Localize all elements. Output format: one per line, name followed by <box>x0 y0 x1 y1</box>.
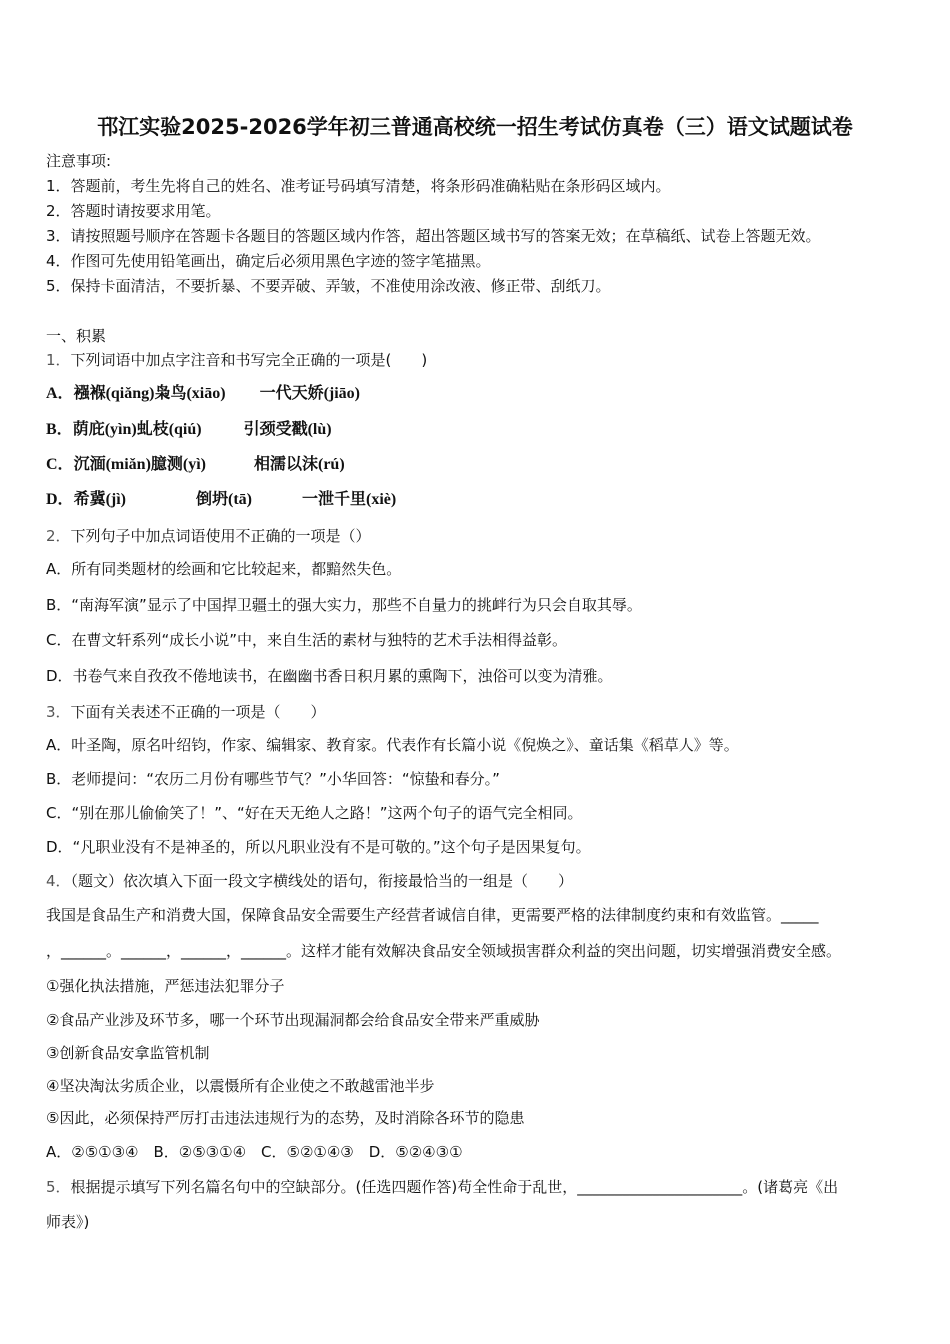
option-label: D． <box>46 491 74 508</box>
option-b <box>46 420 332 440</box>
question-stem: 下列词语中加点字注音和书写完全正确的一项是( ) <box>70 351 428 369</box>
question-number: 3． <box>46 703 71 721</box>
option-label: B． <box>46 421 73 438</box>
page-title: 邗江实验2025-2026学年初三普通高校统一招生考试仿真卷（三）语文试题试卷 <box>97 115 853 139</box>
notice-item: 4．作图可先使用铅笔画出，确定后必须用黑色字迹的签字笔描黑。 <box>46 252 491 270</box>
option-a <box>46 384 360 404</box>
option-d: D．“凡职业没有不是神圣的，所以凡职业没有不是可敬的。”这个句子是因果复句。 <box>46 838 591 856</box>
question-number: 4． <box>46 872 71 890</box>
notice-item: 2．答题时请按要求用笔。 <box>46 202 221 220</box>
option-d <box>46 490 396 510</box>
section-heading: 一、积累 <box>46 327 107 345</box>
option-text: 相濡以沫(rú) <box>254 456 345 473</box>
answer-choices: A．②⑤①③④ B．②⑤③①④ C．⑤②①④③ D．⑤②④③① <box>46 1143 463 1161</box>
option-text: 一代天娇(jiāo) <box>259 385 361 402</box>
option-d: D．书卷气来自孜孜不倦地读书，在幽幽书香日积月累的熏陶下，浊俗可以变为清雅。 <box>46 667 613 685</box>
option-a: A．叶圣陶，原名叶绍钧，作家、编辑家、教育家。代表作有长篇小说《倪焕之》、童话集《稻草人》等。 <box>46 736 739 754</box>
option-a: A．所有同类题材的绘画和它比较起来，都黯然失色。 <box>46 560 402 578</box>
option-text: 沉湎(miǎn)臆测(yì) <box>73 456 206 473</box>
option-c <box>46 455 345 475</box>
option-text: 襁褓(qiǎng)枭鸟(xiāo) <box>73 385 226 402</box>
option-b: B．“南海军演”显示了中国捍卫疆土的强大实力，那些不自量力的挑衅行为只会自取其辱。 <box>46 596 642 614</box>
notice-item: 1．答题前，考生先将自己的姓名、准考证号码填写清楚，将条形码准确粘贴在条形码区域内。 <box>46 177 671 195</box>
question-stem-continued: 师表》) <box>46 1213 90 1231</box>
question-number: 2． <box>46 527 71 545</box>
option-text: 希冀(jì) <box>73 491 126 508</box>
option-c: C．在曹文轩系列“成长小说”中，来自生活的素材与独特的艺术手法相得益彰。 <box>46 631 568 649</box>
question-number: 1． <box>46 351 71 369</box>
option-label: A． <box>46 385 74 402</box>
option-b: B．老师提问：“农历二月份有哪些节气？”小华回答：“惊蛰和春分。” <box>46 770 500 788</box>
sentence-item: ①强化执法措施，严惩违法犯罪分子 <box>46 977 285 995</box>
question-stem: 根据提示填写下列名篇名句中的空缺部分。(任选四题作答)苟全性命于乱世，______________________。(诸葛亮《出 <box>70 1178 839 1196</box>
option-label: C． <box>46 456 74 473</box>
question-number: 5． <box>46 1178 71 1196</box>
question-stem: 下面有关表述不正确的一项是（ ） <box>70 703 326 721</box>
option-text: 倒坍(tā) <box>196 491 252 508</box>
sentence-item: ⑤因此，必须保持严厉打击违法违规行为的态势，及时消除各环节的隐患 <box>46 1109 525 1127</box>
sentence-item: ④坚决淘汰劣质企业，以震慑所有企业使之不敢越雷池半步 <box>46 1077 435 1095</box>
passage-line: ，______。______，______，______。这样才能有效解决食品安全领域损害群众利益的突出问题，切实增强消费安全感。 <box>46 942 842 960</box>
option-text: 荫庇(yìn)虬枝(qiú) <box>72 421 202 438</box>
sentence-item: ②食品产业涉及环节多，哪一个环节出现漏洞都会给食品安全带来严重威胁 <box>46 1011 540 1029</box>
notice-item: 5．保持卡面清洁，不要折暴、不要弄破、弄皱，不准使用涂改液、修正带、刮纸刀。 <box>46 277 611 295</box>
notice-item: 3．请按照题号顺序在答题卡各题目的答题区域内作答，超出答题区域书写的答案无效；在草稿纸、试卷上答题无效。 <box>46 227 821 245</box>
sentence-item: ③创新食品安拿监管机制 <box>46 1044 210 1062</box>
option-text: 引颈受戳(lù) <box>243 421 332 438</box>
question-stem: 下列句子中加点词语使用不正确的一项是（） <box>70 527 371 545</box>
notice-heading: 注意事项: <box>46 152 112 170</box>
passage-line: 我国是食品生产和消费大国，保障食品安全需要生产经营者诚信自律，更需要严格的法律制度约束和有效监管。_____ <box>46 906 819 924</box>
option-c: C．“别在那儿偷偷笑了！”、“好在天无绝人之路！”这两个句子的语气完全相同。 <box>46 804 583 822</box>
option-text: 一泄千里(xiè) <box>302 491 397 508</box>
question-stem: （题文）依次填入下面一段文字横线处的语句，衔接最恰当的一组是（ ） <box>70 872 574 890</box>
